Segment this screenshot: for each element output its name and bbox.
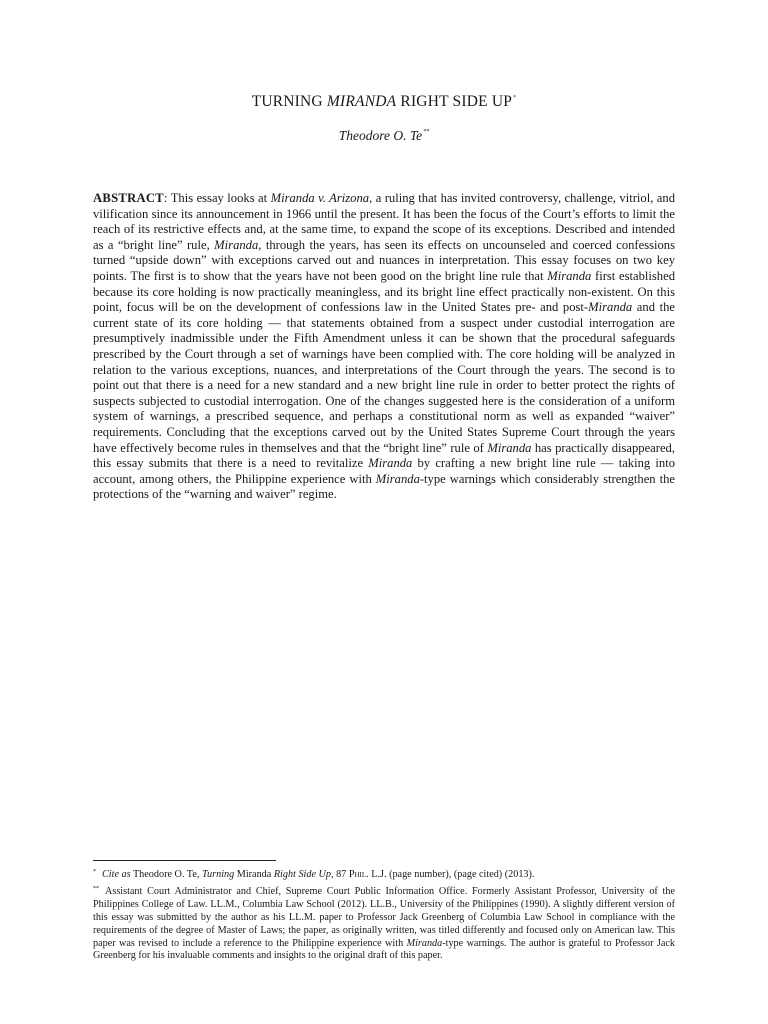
text-run: . L.J. (page number), (page cited) (2013). <box>366 869 535 880</box>
abstract-body <box>93 191 675 501</box>
text-run: , a ruling that has invited controversy, challenge, vitriol, and vilification since its announcement in 1966 until the present. It has been the focus of the Court’s efforts to limit the reach of its restrictive effects and, at the same time, to expand the scope of its exceptions. Described and intended as a “bright line” rule, <box>93 191 675 252</box>
abstract <box>93 191 675 503</box>
footnotes <box>93 866 675 964</box>
italic-text: Miranda <box>487 440 532 455</box>
footnote-text <box>93 886 675 962</box>
author-line <box>0 128 768 144</box>
text-run: Phil <box>348 869 367 880</box>
italic-text: Miranda <box>375 471 420 486</box>
text-run: Assistant Court Administrator and Chief, Supreme Court Public Information Office. Formerly Assistant Professor, University of the Philippines College of Law. LL.M., Columbia Law School (2012). LL.B., University of the Philippines (1990). A slightly different version of this essay was submitted by the author as his LL.M. paper to Professor Jack Greenberg of Columbia Law School in compliance with the requirements of the degree of Master of Laws; the paper, as originally written, was titled differently and focused only on American law. This paper was revised to include a reference to the Philippine experience with <box>93 885 675 949</box>
italic-text: Turning <box>201 869 235 880</box>
footnote-marker: * <box>93 869 96 875</box>
author-footnote-marker[interactable]: ** <box>423 129 430 135</box>
footnote-marker: ** <box>93 885 99 892</box>
text-run: : This essay looks at <box>163 191 271 205</box>
italic-text: Right Side Up <box>273 869 331 880</box>
title-post: RIGHT SIDE UP <box>396 93 513 110</box>
italic-text: Cite as <box>102 869 131 880</box>
footnote-divider <box>93 860 276 861</box>
footnote <box>93 866 675 882</box>
italic-text: Miranda v. Arizona <box>270 191 370 205</box>
italic-text: Miranda <box>214 237 259 252</box>
italic-text: Miranda <box>547 268 592 283</box>
text-run: first established because its core holding is now practically meaningless, and its bright line effect practically non-existent. On this point, focus will be on the development of confessions law in the United States pre- and post- <box>93 268 675 315</box>
italic-text: Miranda <box>368 456 413 471</box>
article-title <box>0 93 768 111</box>
title-italic: MIRANDA <box>326 93 397 110</box>
author-name: Theodore O. Te <box>338 128 423 143</box>
text-run: , through the years, has seen its effects on uncounseled and coerced confessions turned “upside down” with exceptions carved out and nuances in interpretation. This essay focuses on two key points. The first is to show that the years have not been good on the bright line rule that <box>93 237 675 283</box>
italic-text: Miranda <box>588 300 633 315</box>
italic-text: Miranda <box>406 937 443 949</box>
footnote <box>93 883 675 963</box>
text-run: , 87 <box>330 869 349 880</box>
text-run: -type warnings. The author is grateful to Professor Jack Greenberg for his invaluable comments and insights to the original draft of this paper. <box>93 937 675 962</box>
text-run: and the current state of its core holding — that statements obtained from a suspect under custodial interrogation are presumptively inadmissible under the Fifth Amendment unless it can be shown that the procedural safeguards prescribed by the Court through a set of warnings have been complied with. The core holding will be analyzed in relation to the various exceptions, nuances, and interpretations of the Court through the years. The second is to point out that there is a need for a new standard and a new bright line rule in order to better protect the rights of suspects subjected to custodial interrogation. One of the changes suggested here is the consideration of a uniform system of warnings, a prescribed sequence, and perhaps a constitutional norm as well as expanded “waiver” requirements. Concluding that the exceptions carved out by the United States Supreme Court through the years have effectively become rules in themselves and that the “bright line” rule of <box>93 300 675 455</box>
text-run: Theodore O. Te, <box>130 869 202 880</box>
title-footnote-marker[interactable]: * <box>513 95 517 101</box>
title-pre: TURNING <box>251 93 327 110</box>
abstract-label: ABSTRACT <box>93 191 164 205</box>
text-run: by crafting a new bright line rule — taking into account, among others, the Philippine experience with <box>93 456 675 486</box>
text-run: -type warnings which considerably strengthen the protections of the “warning and waiver” regime. <box>93 471 675 502</box>
text-run: has practically disappeared, this essay submits that there is a need to revitalize <box>93 440 675 471</box>
footnote-text <box>102 869 534 880</box>
text-run: Miranda <box>234 869 274 880</box>
